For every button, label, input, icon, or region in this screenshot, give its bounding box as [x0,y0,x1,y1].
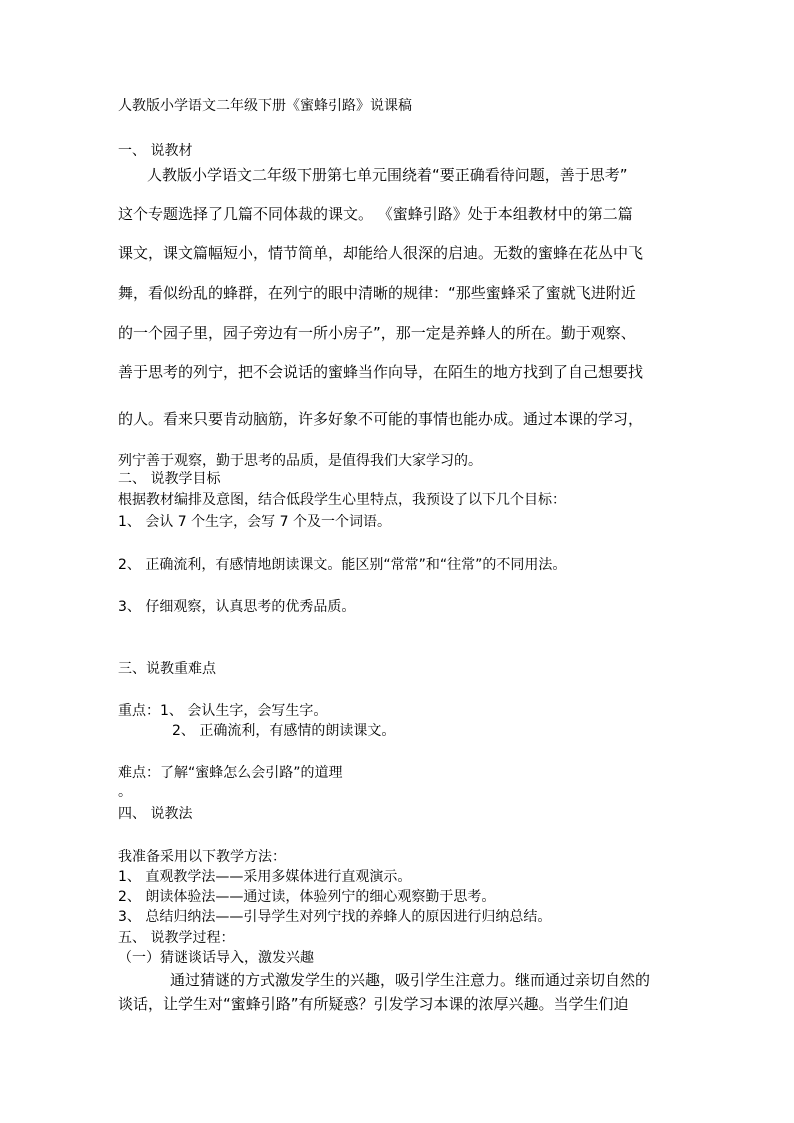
goal-item-2: 2、 正确流利，有感情地朗读课文。能区别“常常”和“往常”的不同用法。 [118,557,567,573]
method-item-2: 2、 朗读体验法——通过读，体验列宁的细心观察勤于思考。 [118,889,496,905]
section-5-heading: 五、 说教学过程： [118,930,235,946]
key-point-2: 2、 正确流利，有感情的朗读课文。 [172,723,396,739]
stray-period: 。 [118,784,132,800]
key-point-1: 重点：1、 会认生字，会写生字。 [118,703,328,719]
section-3-heading: 三、说教重难点 [118,661,216,677]
s1-paragraph-line: 善于思考的列宁，把不会说话的蜜蜂当作向导，在陌生的地方找到了自己想要找 [118,363,644,381]
s1-paragraph-line: 这个专题选择了几篇不同体裁的课文。 《蜜蜂引路》处于本组教材中的第二篇 [118,205,633,223]
section-1-heading: 一、 说教材 [118,143,193,159]
s1-paragraph-line: 舞，看似纷乱的蜂群，在列宁的眼中清晰的规律：“那些蜜蜂采了蜜就飞进附近 [118,284,636,302]
document-title: 人教版小学语文二年级下册《蜜蜂引路》说课稿 [118,98,412,114]
s1-paragraph-line: 人教版小学语文二年级下册第七单元围绕着“要正确看待问题，善于思考” [147,166,628,184]
s1-paragraph-line: 课文，课文篇幅短小，情节简单，却能给人很深的启迪。无数的蜜蜂在花丛中飞 [118,244,644,262]
difficulty-point: 难点：了解“蜜蜂怎么会引路”的道理 [118,765,343,781]
s1-paragraph-line: 列宁善于观察，勤于思考的品质，是值得我们大家学习的。 [118,453,482,469]
goal-item-3: 3、 仔细观察，认真思考的优秀品质。 [118,599,356,615]
s5-subheading-1: （一）猜谜谈话导入，激发兴趣 [118,950,314,966]
method-item-1: 1、 直观教学法——采用多媒体进行直观演示。 [118,869,412,885]
goal-item-1: 1、 会认 7 个生字，会写 7 个及一个词语。 [118,514,391,530]
section-2-heading: 二、 说教学目标 [118,471,221,487]
s2-intro: 根据教材编排及意图，结合低段学生心里特点，我预设了以下几个目标： [118,492,566,508]
s5-paragraph-line: 通过猜谜的方式激发学生的兴趣，吸引学生注意力。继而通过亲切自然的 [170,971,651,989]
s1-paragraph-line: 的人。看来只要肯动脑筋，许多好象不可能的事情也能办成。通过本课的学习， [118,410,644,428]
s5-paragraph-line: 谈话，让学生对“蜜蜂引路”有所疑惑？引发学习本课的浓厚兴趣。当学生们迫 [118,995,629,1013]
s1-paragraph-line: 的一个园子里，园子旁边有一所小房子”，那一定是养蜂人的所在。勤于观察、 [118,324,636,342]
method-item-3: 3、 总结归纳法——引导学生对列宁找的养蜂人的原因进行归纳总结。 [118,909,552,925]
section-4-heading: 四、 说教法 [118,806,193,822]
s4-intro: 我准备采用以下教学方法： [118,849,286,865]
